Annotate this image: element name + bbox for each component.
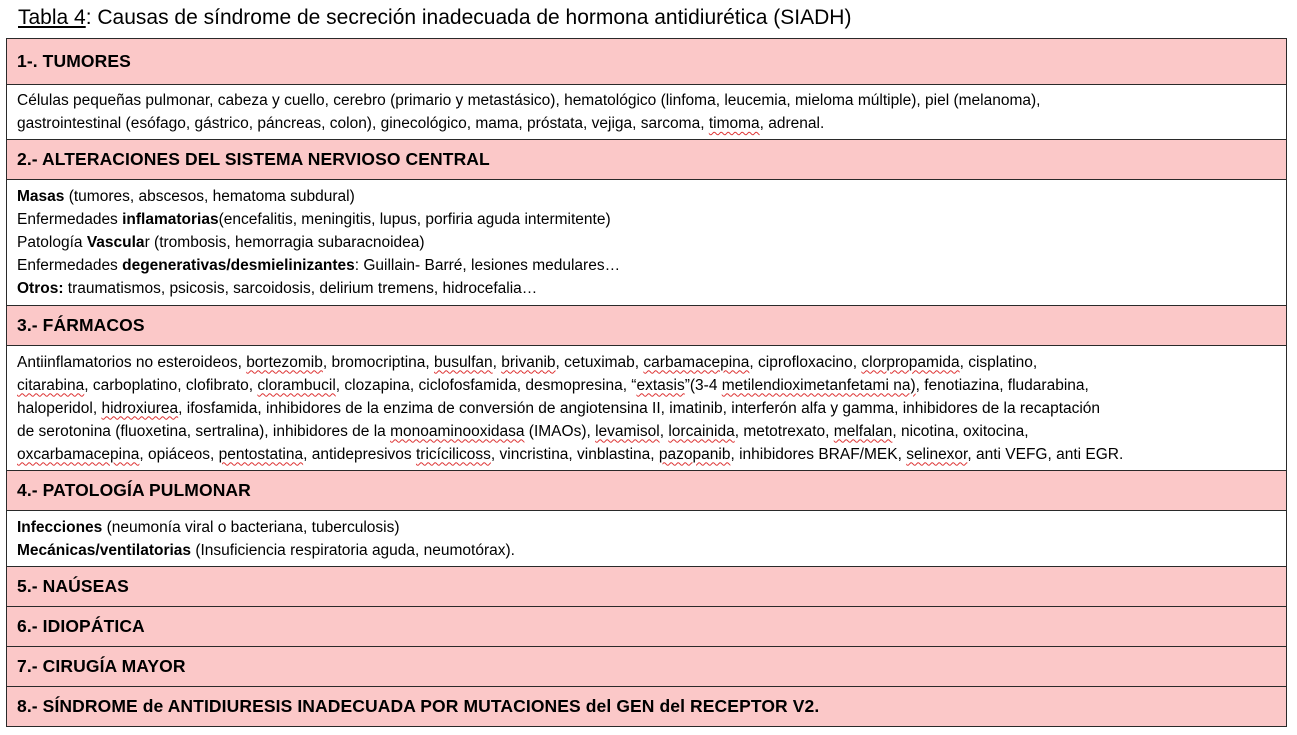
bold-run: inflamatorias (122, 211, 219, 228)
text-run: , (492, 353, 502, 371)
content-line: Células pequeñas pulmonar, cabeza y cuello, cerebro (primario y metastásico), hematológico (linfoma, leucemia, mieloma múltiple), piel (melanoma), (17, 92, 1041, 109)
text-run: , (659, 422, 669, 440)
misspelled-word: oxcarbamacepina (17, 445, 140, 463)
misspelled-word: hidroxiurea (101, 399, 179, 417)
section-title-farmacos: 3.- FÁRMACOS (7, 306, 1287, 346)
text-run: ”(3-4 (684, 376, 722, 394)
misspelled-word: levamisol (595, 422, 660, 440)
text-run: traumatismos, psicosis, sarcoidosis, delirium tremens, hidrocefalia… (63, 280, 538, 297)
misspelled-word: clorambucil (257, 376, 336, 394)
section-title-nauseas: 5.- NAÚSEAS (7, 567, 1287, 607)
text-run: , nicotina, oxitocina, (892, 422, 1029, 440)
section-header-idiopatica (7, 607, 1287, 647)
section-content-farmacos (7, 346, 1287, 471)
content-line (17, 397, 1276, 420)
misspelled-word: timoma (708, 115, 760, 132)
text-run: Patología (17, 234, 87, 251)
section-body-pulmonar (7, 511, 1287, 567)
text-run: , adrenal. (759, 115, 825, 132)
text-run: (IMAOs), (524, 422, 596, 440)
misspelled-word: clorpropamida (861, 353, 960, 371)
section-body-tumores (7, 85, 1287, 140)
section-title-snc: 2.- ALTERACIONES DEL SISTEMA NERVIOSO CENTRAL (7, 140, 1287, 180)
text-run: gastrointestinal (esófago, gástrico, páncreas, colon), ginecológico, mama, próstata, vejiga, sarcoma, (17, 115, 709, 132)
misspelled-word: lorcainida (668, 422, 735, 440)
text-run: r (trombosis, hemorragia subaracnoidea) (144, 234, 425, 251)
section-body-snc (7, 180, 1287, 306)
misspelled-word: bortezomib (246, 353, 323, 371)
bold-run: degenerativas/desmielinizantes (122, 257, 355, 274)
misspelled-word: monoaminooxidasa (390, 422, 525, 440)
section-body-farmacos (7, 346, 1287, 471)
content-line (17, 231, 1276, 254)
text-run: , anti VEFG, anti EGR. (967, 445, 1124, 463)
text-run: , vincristina, vinblastina, (490, 445, 659, 463)
content-line (17, 420, 1276, 443)
misspelled-word: extasis (636, 376, 685, 394)
text-run: (neumonía viral o bacteriana, tuberculosis) (102, 518, 400, 536)
content-line (17, 185, 1276, 208)
section-content-snc (7, 180, 1287, 306)
bold-run: Mecánicas/ventilatorias (17, 541, 192, 559)
text-run: (Insuficiencia respiratoria aguda, neumotórax). (191, 541, 515, 559)
section-title-cirugia: 7.- CIRUGÍA MAYOR (7, 647, 1287, 687)
text-run: , antidepresivos (303, 445, 416, 463)
misspelled-word: tricícilicoss (415, 445, 491, 463)
text-run: : Guillain- Barré, lesiones medulares… (354, 257, 621, 274)
text-run: , fenotiazina, fludarabina, (915, 376, 1089, 394)
content-line (17, 351, 1276, 374)
text-run: (encefalitis, meningitis, lupus, porfiria aguda intermitente) (218, 211, 611, 228)
text-run: , metotrexato, (734, 422, 834, 440)
section-title-pulmonar: 4.- PATOLOGÍA PULMONAR (7, 471, 1287, 511)
misspelled-word: metilendioximetanfetami na) (721, 376, 916, 394)
caption-text: : Causas de síndrome de secreción inadecuada de hormona antidiurética (SIADH) (85, 6, 852, 29)
text-run: Enfermedades (17, 257, 123, 274)
section-header-nauseas (7, 567, 1287, 607)
section-title-tumores: 1-. TUMORES (7, 39, 1287, 85)
content-line (17, 539, 1276, 562)
section-header-farmacos (7, 306, 1287, 346)
text-run: , inhibidores BRAF/MEK, (730, 445, 907, 463)
caption-label: Tabla 4 (18, 6, 86, 29)
text-run: , cisplatino, (959, 353, 1038, 371)
misspelled-word: busulfan (434, 353, 493, 371)
content-line (17, 277, 1276, 300)
text-run: Enfermedades (17, 211, 123, 228)
misspelled-word: selinexor (906, 445, 968, 463)
text-run: , ifosfamida, inhibidores de la enzima de conversión de angiotensina II, imatinib, interferón alfa y gamma, inhibidores de la recaptación (178, 399, 1101, 417)
section-content-tumores (7, 85, 1287, 140)
text-run: haloperidol, (17, 399, 102, 417)
misspelled-word: citarabina (17, 376, 85, 394)
bold-run: Masas (17, 188, 65, 205)
section-header-cirugia (7, 647, 1287, 687)
content-line (17, 516, 1276, 539)
misspelled-word: melfalan (833, 422, 893, 440)
section-header-pulmonar (7, 471, 1287, 511)
text-run: , cetuximab, (555, 353, 644, 371)
siadh-causes-table (6, 38, 1287, 727)
section-title-idiopatica: 6.- IDIOPÁTICA (7, 607, 1287, 647)
text-run: , bromocriptina, (322, 353, 435, 371)
content-line (17, 443, 1276, 466)
text-run: , opiáceos, (139, 445, 219, 463)
bold-run: Vascula (86, 234, 145, 251)
text-run: de serotonina (fluoxetina, sertralina), inhibidores de la (17, 422, 391, 440)
misspelled-word: pentostatina (218, 445, 304, 463)
section-content-pulmonar (7, 511, 1287, 567)
section-header-sindrome (7, 687, 1287, 727)
misspelled-word: carbamacepina (643, 353, 750, 371)
misspelled-word: pazopanib (658, 445, 731, 463)
content-line (17, 112, 1276, 135)
section-title-sindrome: 8.- SÍNDROME de ANTIDIURESIS INADECUADA POR MUTACIONES del GEN del RECEPTOR V2. (7, 687, 1287, 727)
text-run: , clozapina, ciclofosfamida, desmopresina, “ (335, 376, 637, 394)
text-run: Antiinflamatorios no esteroideos, (17, 353, 247, 371)
table-caption (18, 5, 851, 31)
content-line (17, 254, 1276, 277)
content-line (17, 208, 1276, 231)
text-run: , carboplatino, clofibrato, (84, 376, 258, 394)
text-run: , ciprofloxacino, (749, 353, 862, 371)
bold-run: Otros: (17, 280, 64, 297)
misspelled-word: brivanib (501, 353, 556, 371)
section-header-snc (7, 140, 1287, 180)
bold-run: Infecciones (17, 518, 103, 536)
text-run: (tumores, abscesos, hematoma subdural) (64, 188, 355, 205)
content-line (17, 374, 1276, 397)
section-header-tumores (7, 39, 1287, 85)
